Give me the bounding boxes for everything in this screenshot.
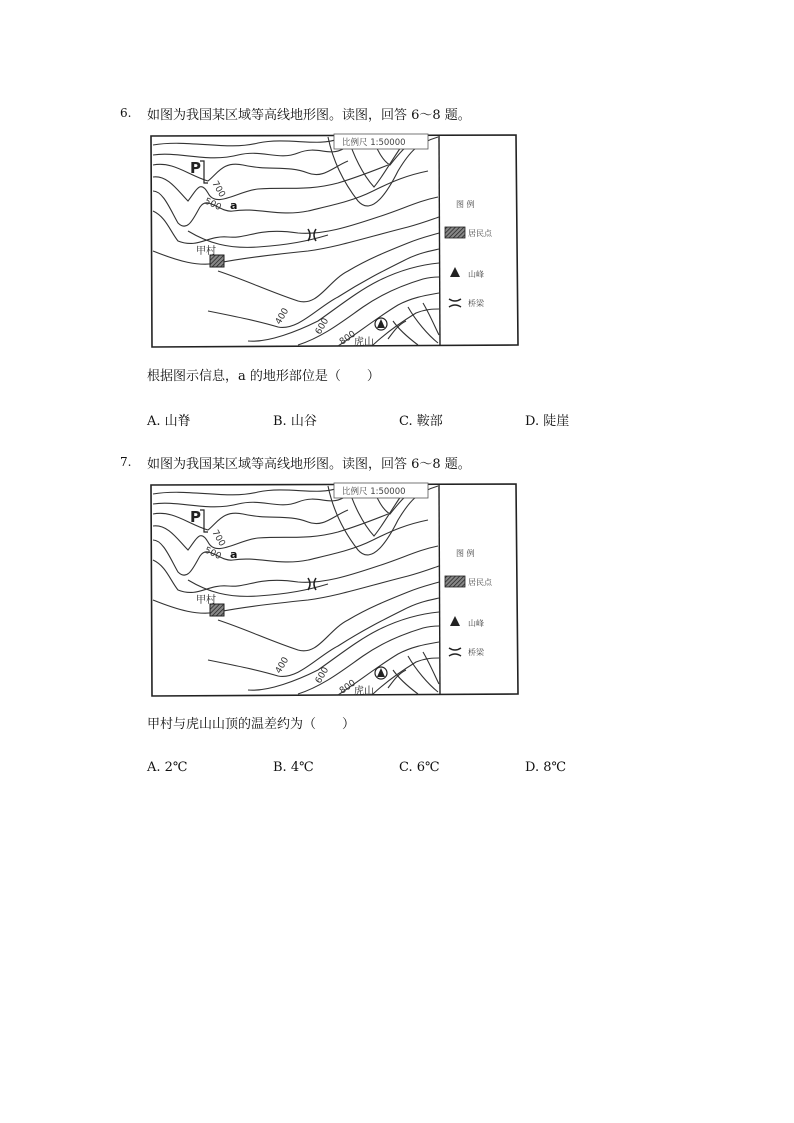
- contour-label-800: 800: [337, 678, 358, 697]
- option-a[interactable]: A. 2℃: [147, 760, 188, 775]
- village-label: 甲村: [196, 595, 216, 606]
- map-scale: 比例尺 1:50000: [342, 487, 406, 497]
- legend-item-settlement: 居民点: [468, 229, 492, 238]
- question-prompt: 甲村与虎山山顶的温差约为（ ）: [147, 717, 356, 732]
- contour-label-600: 600: [313, 316, 332, 337]
- option-c[interactable]: C. 鞍部: [399, 414, 443, 429]
- legend-item-bridge: 桥梁: [468, 648, 484, 657]
- mountain-label: 虎山: [354, 686, 374, 697]
- contour-label-500: 500: [202, 196, 223, 213]
- map-label-p: P: [190, 159, 201, 177]
- map-point-a: a: [230, 199, 238, 212]
- question-stem: 如图为我国某区域等高线地形图。读图，回答 6～8 题。: [147, 457, 471, 472]
- mountain-label: 虎山: [354, 337, 374, 348]
- legend-item-bridge: 桥梁: [468, 299, 484, 308]
- contour-map: [148, 480, 520, 698]
- map-point-a: a: [230, 548, 238, 561]
- question-prompt: 根据图示信息，a 的地形部位是（ ）: [147, 369, 380, 384]
- contour-label-800: 800: [337, 329, 358, 348]
- legend-title: 图 例: [456, 200, 475, 209]
- option-a[interactable]: A. 山脊: [147, 414, 191, 429]
- contour-label-700: 700: [209, 179, 227, 200]
- contour-map-graphic: [148, 480, 520, 698]
- legend-item-peak: 山峰: [468, 270, 484, 279]
- contour-label-400: 400: [273, 655, 292, 676]
- option-b[interactable]: B. 山谷: [273, 414, 317, 429]
- legend-item-settlement: 居民点: [468, 578, 492, 587]
- legend-title: 图 例: [456, 549, 475, 558]
- question-stem: 如图为我国某区域等高线地形图。读图，回答 6～8 题。: [147, 108, 471, 123]
- contour-map-graphic: [148, 131, 520, 349]
- question-number: 7.: [120, 455, 132, 469]
- contour-label-600: 600: [313, 665, 332, 686]
- option-c[interactable]: C. 6℃: [399, 760, 440, 775]
- question-number: 6.: [120, 106, 132, 120]
- option-d[interactable]: D. 8℃: [525, 760, 567, 775]
- contour-label-500: 500: [202, 545, 223, 562]
- contour-label-700: 700: [209, 528, 227, 549]
- option-d[interactable]: D. 陡崖: [525, 414, 570, 429]
- contour-label-400: 400: [273, 306, 292, 327]
- map-label-p: P: [190, 508, 201, 526]
- legend-item-peak: 山峰: [468, 619, 484, 628]
- village-label: 甲村: [196, 246, 216, 257]
- option-b[interactable]: B. 4℃: [273, 760, 314, 775]
- contour-map: [148, 131, 520, 349]
- map-scale: 比例尺 1:50000: [342, 138, 406, 148]
